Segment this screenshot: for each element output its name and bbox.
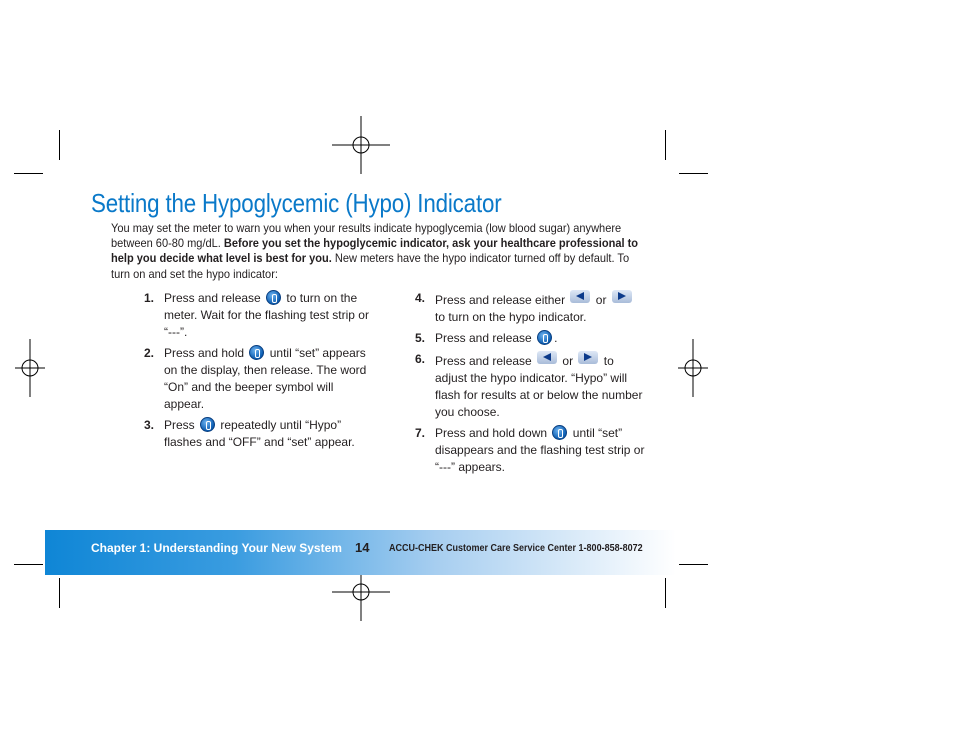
power-button-icon [200, 417, 215, 432]
step-text: Press and release [435, 354, 532, 368]
step-2 [144, 345, 369, 413]
intro-paragraph [111, 221, 641, 282]
step-number: 6. [415, 352, 426, 366]
step-text: Press and release [435, 331, 532, 345]
customer-care-info: ACCU-CHEK Customer Care Service Center 1-800-858-8072 [389, 543, 643, 554]
step-text: Press and release either [435, 293, 566, 307]
crop-mark [14, 564, 43, 565]
power-button-icon [552, 425, 567, 440]
registration-mark-left [1, 339, 59, 397]
registration-mark-right [664, 339, 722, 397]
left-arrow-button-icon [537, 351, 557, 364]
page-number: 14 [355, 540, 370, 555]
intro-bold-text: Before you set the hypoglycemic indicator, ask your healthcare professional to help you decide what level is best for you. [111, 236, 639, 266]
step-text: to turn on the meter. Wait for the flashing test strip or “---”. [164, 291, 369, 339]
right-arrow-button-icon [612, 290, 632, 303]
left-arrow-button-icon [570, 290, 590, 303]
step-4 [415, 290, 645, 326]
step-text: to adjust the hypo indicator. “Hypo” will flash for results at or below the number you choose. [435, 354, 643, 419]
step-text: repeatedly until “Hypo” flashes and “OFF” and “set” appear. [164, 418, 355, 449]
step-text: Press [164, 418, 195, 432]
steps-column-left [144, 290, 369, 455]
step-number: 4. [415, 291, 426, 305]
intro-text: You may set the meter to warn you when your results indicate hypoglycemia (low blood sugar) anywhere between 60-80 mg/dL. [111, 221, 622, 251]
step-1 [144, 290, 369, 341]
crop-mark [679, 564, 708, 565]
chapter-title: Chapter 1: Understanding Your New System [91, 541, 342, 555]
step-number: 2. [144, 346, 155, 360]
crop-mark [59, 130, 60, 160]
intro-text-end: New meters have the hypo indicator turned off by default. To turn on and set the hypo indicator: [111, 251, 630, 281]
crop-mark [665, 578, 666, 608]
right-arrow-button-icon [578, 351, 598, 364]
steps-column-right [415, 290, 645, 480]
step-text: until “set” appears on the display, then release. The word “On” and the beeper symbol will appear. [164, 346, 367, 411]
step-text: Press and release [164, 291, 261, 305]
power-button-icon [249, 345, 264, 360]
power-button-icon [537, 330, 552, 345]
page-title: Setting the Hypoglycemic (Hypo) Indicator [91, 188, 502, 218]
step-text: until “set” disappears and the flashing test strip or “---” appears. [435, 426, 645, 474]
step-number: 5. [415, 331, 426, 345]
power-button-icon [266, 290, 281, 305]
crop-mark [665, 130, 666, 160]
step-text: or [562, 354, 574, 368]
crop-mark [679, 173, 708, 174]
step-3 [144, 417, 369, 451]
crop-mark [14, 173, 43, 174]
step-7 [415, 425, 645, 476]
step-text: or [595, 293, 607, 307]
step-text: Press and hold [164, 346, 245, 360]
step-text: . [554, 331, 558, 345]
crop-mark [59, 578, 60, 608]
step-text: Press and hold down [435, 426, 548, 440]
step-number: 3. [144, 418, 155, 432]
page-footer [45, 530, 676, 575]
step-text: to turn on the hypo indicator. [435, 310, 587, 324]
step-number: 1. [144, 291, 155, 305]
registration-mark-top [332, 116, 390, 174]
step-6 [415, 351, 645, 421]
step-number: 7. [415, 426, 426, 440]
step-5 [415, 330, 645, 347]
